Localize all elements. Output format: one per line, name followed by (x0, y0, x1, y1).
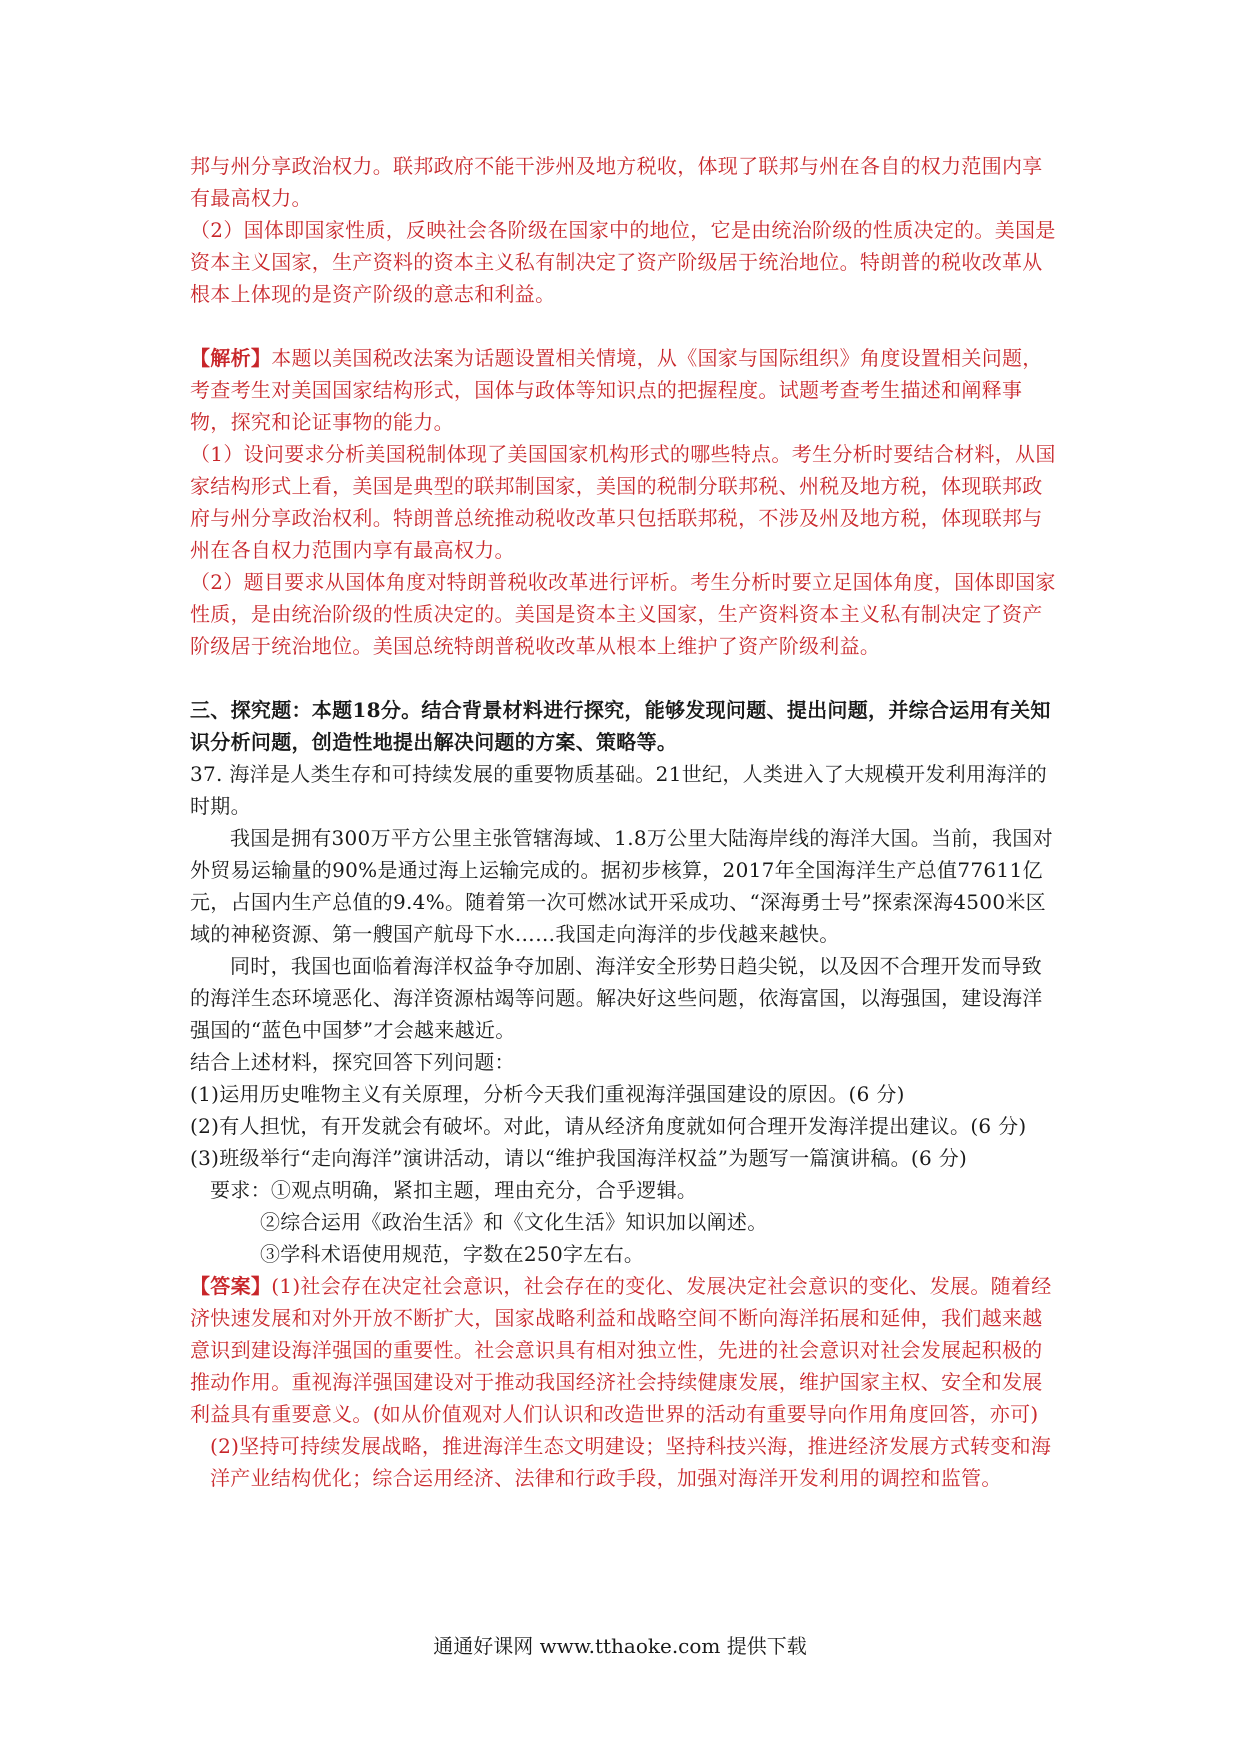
requirement-1: 要求：①观点明确，紧扣主题，理由充分，合乎逻辑。 (210, 1178, 698, 1202)
answer-part-2: （2）国体即国家性质，反映社会各阶级在国家中的地位，它是由统治阶级的性质决定的。美国是资本主义国家，生产资料的资本主义私有制决定了资产阶级居于统治地位。特朗普的税收改革从根本上体现的是资产阶级的意志和利益。 (190, 218, 1056, 306)
analysis-tag: 【解析】 (190, 346, 272, 370)
footer-watermark: 通通好课网 www.tthaoke.com 提供下载 (433, 1634, 807, 1658)
analysis-part-1: （1）设问要求分析美国税制体现了美国国家机构形式的哪些特点。考生分析时要结合材料，从国家结构形式上看，美国是典型的联邦制国家，美国的税制分联邦税、州税及地方税，体现联邦政府与州分享政治权利。特朗普总统推动税收改革只包括联邦税，不涉及州及地方税，体现联邦与州在各自权力范围内享有最高权力。 (190, 442, 1056, 562)
question-37-intro: 37. 海洋是人类生存和可持续发展的重要物质基础。21世纪，人类进入了大规模开发利用海洋的时期。 (190, 762, 1048, 818)
question-37-material-1: 我国是拥有300万平方公里主张管辖海域、1.8万公里大陆海岸线的海洋大国。当前，我国对外贸易运输量的90%是通过海上运输完成的。据初步核算，2017年全国海洋生产总值77611亿元，占国内生产总值的9.4%。随着第一次可燃冰试开采成功、“深海勇士号”探索深海4500米区域的神秘资源、第一艘国产航母下水……我国走向海洋的步伐越来越快。 (190, 826, 1053, 946)
analysis-part-2: （2）题目要求从国体角度对特朗普税收改革进行评析。考生分析时要立足国体角度，国体即国家性质，是由统治阶级的性质决定的。美国是资本主义国家，生产资料资本主义私有制决定了资产阶级居于统治地位。美国总统特朗普税收改革从根本上维护了资产阶级利益。 (190, 570, 1056, 658)
question-37-material-2: 同时，我国也面临着海洋权益争夺加剧、海洋安全形势日趋尖锐，以及因不合理开发而导致的海洋生态环境恶化、海洋资源枯竭等问题。解决好这些问题，依海富国，以海强国，建设海洋强国的“蓝色中国梦”才会越来越近。 (190, 954, 1043, 1042)
requirement-2: ②综合运用《政治生活》和《文化生活》知识加以阐述。 (260, 1210, 768, 1234)
analysis-intro (190, 342, 1060, 438)
question-37-prompt: 结合上述材料，探究回答下列问题： (190, 1050, 515, 1074)
requirement-3: ③学科术语使用规范，字数在250字左右。 (260, 1242, 645, 1266)
question-37-sub-3: (3)班级举行“走向海洋”演讲活动，请以“维护我国海洋权益”为题写一篇演讲稿。(6 分) (190, 1146, 968, 1170)
section-3-heading: 三、探究题：本题18分。结合背景材料进行探究，能够发现问题、提出问题，并综合运用有关知识分析问题，创造性地提出解决问题的方案、策略等。 (190, 698, 1051, 754)
analysis-intro-text: 本题以美国税改法案为话题设置相关情境，从《国家与国际组织》角度设置相关问题，考查考生对美国国家结构形式，国体与政体等知识点的把握程度。试题考查考生描述和阐释事物，探究和论证事物的能力。 (190, 346, 1043, 434)
answer-tag: 【答案】 (190, 1274, 272, 1298)
question-37-sub-1: (1)运用历史唯物主义有关原理，分析今天我们重视海洋强国建设的原因。(6 分) (190, 1082, 905, 1106)
question-37-sub-2: (2)有人担忧，有开发就会有破坏。对此，请从经济角度就如何合理开发海洋提出建议。(6 分) (190, 1114, 1027, 1138)
answer-37-part-1-text: (1)社会存在决定社会意识，社会存在的变化、发展决定社会意识的变化、发展。随着经济快速发展和对外开放不断扩大，国家战略利益和战略空间不断向海洋拓展和延伸，我们越来越意识到建设海洋强国的重要性。社会意识具有相对独立性，先进的社会意识对社会发展起积极的推动作用。重视海洋强国建设对于推动我国经济社会持续健康发展，维护国家主权、安全和发展利益具有重要意义。(如从价值观对人们认识和改造世界的活动有重要导向作用角度回答，亦可) (190, 1274, 1052, 1426)
document-page (190, 150, 1060, 1494)
answer-37-part-2: (2)坚持可持续发展战略，推进海洋生态文明建设；坚持科技兴海，推进经济发展方式转变和海洋产业结构优化；综合运用经济、法律和行政手段，加强对海洋开发利用的调控和监管。 (210, 1434, 1052, 1490)
answer-37-part-1 (190, 1270, 1060, 1430)
answer-continuation: 邦与州分享政治权力。联邦政府不能干涉州及地方税收，体现了联邦与州在各自的权力范围内享有最高权力。 (190, 154, 1043, 210)
